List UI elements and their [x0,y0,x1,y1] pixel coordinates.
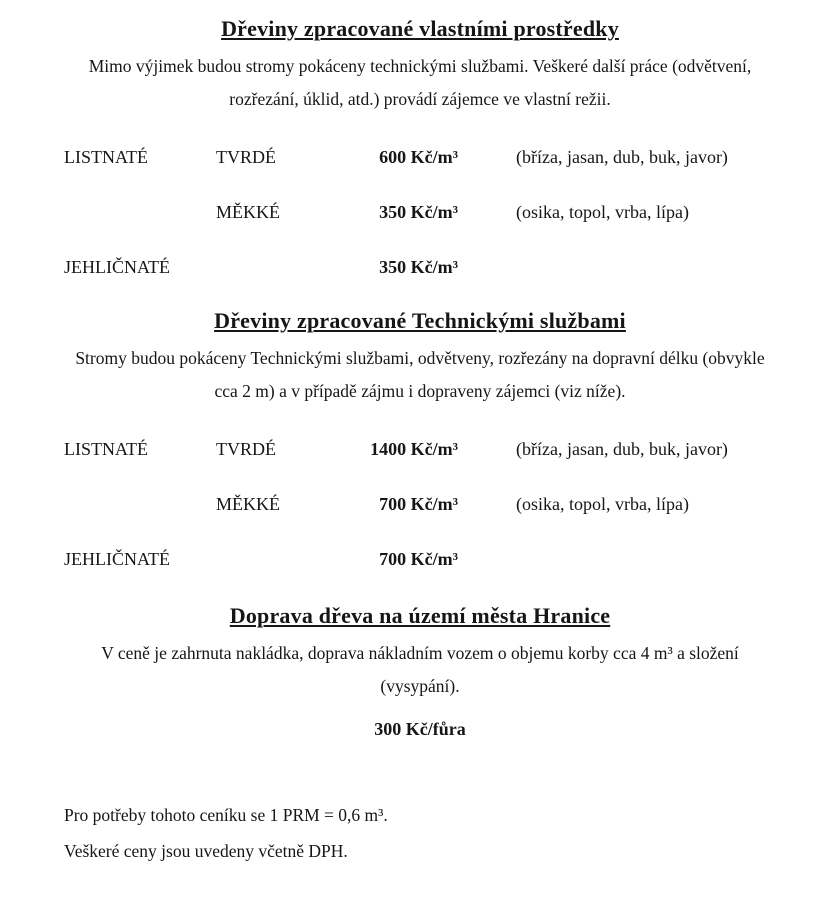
footer-note-prm-conversion: Pro potřeby tohoto ceníku se 1 PRM = 0,6 m³. [64,805,388,825]
price-table-own-means [0,145,840,279]
price-table-technical-services [0,437,840,571]
wood-category-label: LISTNATÉ [64,439,148,459]
table-row [0,255,840,279]
price-value: 350 Kč/m³ [379,202,458,222]
wood-hardness-label [216,255,310,279]
section-technical-services-subtitle: Stromy budou pokáceny Technickými službami, odvětveny, rozřezány na dopravní délku (obvykle cca 2 m) a v případě zájmu i dopraveny zájemci (viz níže). [75,348,765,401]
price-value: 700 Kč/m³ [379,549,458,569]
table-row [0,437,840,461]
wood-hardness-label: MĚKKÉ [216,494,280,514]
price-value: 600 Kč/m³ [379,147,458,167]
price-value: 700 Kč/m³ [379,494,458,514]
price-value: 350 Kč/m³ [379,257,458,277]
table-row [0,200,840,224]
wood-hardness-label [216,547,310,571]
footer-note-vat: Veškeré ceny jsou uvedeny včetně DPH. [64,841,348,861]
section-transport-title: Doprava dřeva na území města Hranice [229,603,611,628]
table-row [0,547,840,571]
wood-category-label: LISTNATÉ [64,147,148,167]
species-list [458,547,840,571]
footer-notes [0,797,840,869]
transport-price-value: 300 Kč/fůra [374,719,466,739]
section-transport [0,571,840,741]
table-row [0,145,840,169]
wood-category-label: JEHLIČNATÉ [64,257,170,277]
species-list: (bříza, jasan, dub, buk, javor) [516,439,728,459]
section-own-means-subtitle: Mimo výjimek budou stromy pokáceny technickými službami. Veškeré další práce (odvětvení, rozřezání, úklid, atd.) provádí zájemce ve vlastní režii. [88,56,752,109]
species-list: (osika, topol, vrba, lípa) [516,494,689,514]
section-own-means-title: Dřeviny zpracované vlastními prostředky [221,16,619,41]
section-transport-subtitle: V ceně je zahrnuta nakládka, doprava nákladním vozem o objemu korby cca 4 m³ a složení (vysypání). [101,643,739,696]
species-list: (osika, topol, vrba, lípa) [516,202,689,222]
section-technical-services [0,279,840,571]
wood-hardness-label: TVRDÉ [216,147,276,167]
species-list: (bříza, jasan, dub, buk, javor) [516,147,728,167]
wood-category-label [64,492,216,516]
section-own-means [0,15,840,279]
section-technical-services-title: Dřeviny zpracované Technickými službami [214,308,626,333]
wood-hardness-label: MĚKKÉ [216,202,280,222]
wood-category-label [64,200,216,224]
wood-category-label: JEHLIČNATÉ [64,549,170,569]
price-value: 1400 Kč/m³ [370,439,458,459]
table-row [0,492,840,516]
species-list [458,255,840,279]
wood-hardness-label: TVRDÉ [216,439,276,459]
